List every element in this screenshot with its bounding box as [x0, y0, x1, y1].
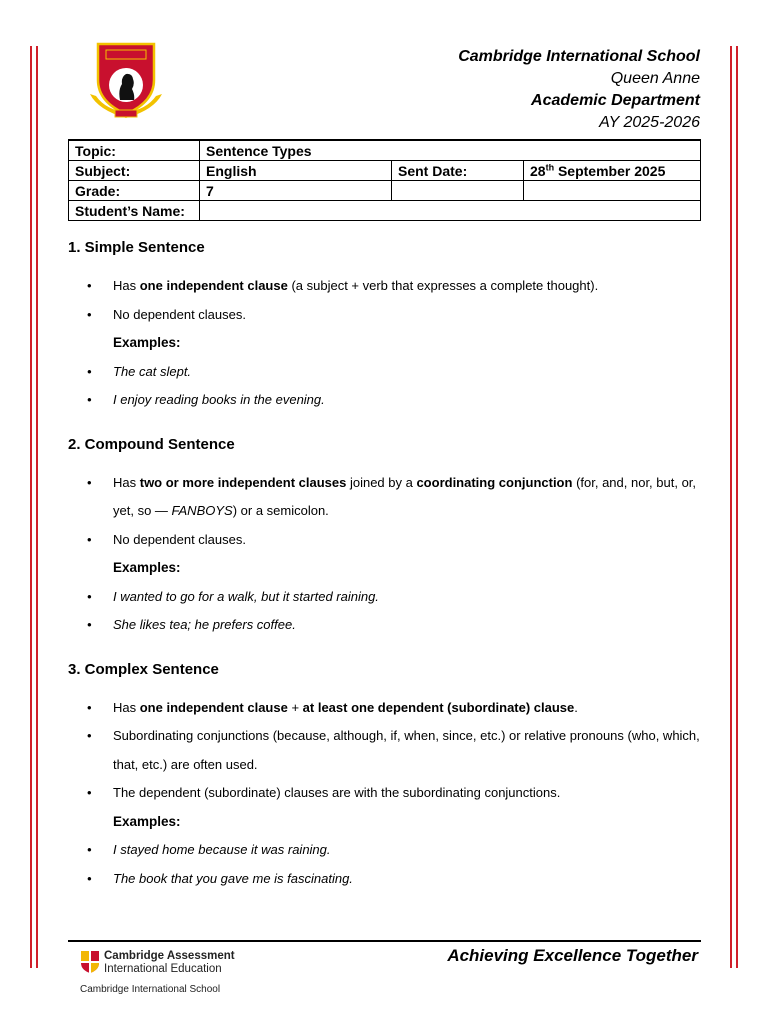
- sent-date-value: [524, 161, 701, 181]
- school-branch: Queen Anne: [610, 70, 700, 87]
- cambridge-shield-icon: [80, 950, 100, 974]
- list-item: • No dependent clauses.: [68, 301, 700, 330]
- empty-cell: [392, 181, 524, 201]
- text-span: ) or a semicolon.: [232, 503, 329, 518]
- list-item: [68, 272, 700, 301]
- text-span: +: [287, 699, 303, 715]
- table-row: [69, 161, 701, 181]
- academic-year: AY 2025-2026: [599, 114, 700, 131]
- cambridge-logo-line2: International Education: [104, 963, 222, 975]
- sent-date-month-year: September 2025: [554, 162, 666, 179]
- footer-school-name: Cambridge International School: [80, 984, 221, 995]
- text-span: (a subject + verb that expresses a complete thought).: [287, 278, 599, 293]
- compound-sentence-list: [68, 469, 700, 640]
- examples-label: Examples:: [113, 335, 181, 350]
- empty-cell: [524, 181, 701, 201]
- text-span: (for, and, nor, but, or, yet, so —: [113, 474, 697, 518]
- example-item: • I stayed home because it was raining.: [68, 836, 700, 865]
- bold-text: one independent clause: [139, 699, 288, 715]
- school-name: Cambridge International School: [458, 48, 700, 65]
- compound-sentence-heading: 2. Compound Sentence: [68, 435, 235, 453]
- school-header: [458, 46, 700, 134]
- right-border-line-inner: [730, 46, 732, 968]
- italic-text: FANBOYS: [171, 503, 233, 518]
- text-span: joined by a: [346, 474, 417, 490]
- list-item: [68, 694, 700, 723]
- student-name-label: Student’s Name:: [69, 201, 200, 221]
- simple-sentence-list: [68, 272, 700, 415]
- complex-sentence-heading: 3. Complex Sentence: [68, 660, 219, 678]
- grade-value: 7: [200, 181, 392, 201]
- list-item: • The dependent (subordinate) clauses are with the subordinating conjunctions.: [68, 779, 700, 808]
- list-item: • No dependent clauses.: [68, 526, 700, 555]
- complex-sentence-list: [68, 694, 700, 894]
- cambridge-assessment-logo: [80, 950, 235, 976]
- table-row: [69, 201, 701, 221]
- examples-label: Examples:: [113, 560, 181, 575]
- footer-divider: [68, 940, 701, 942]
- department-name: Academic Department: [531, 92, 700, 109]
- example-item: • The cat slept.: [68, 358, 700, 387]
- left-border-line-inner: [36, 46, 38, 968]
- sent-date-day: 28: [530, 162, 546, 179]
- sent-date-suffix: th: [545, 161, 555, 172]
- bold-text: two or more independent clauses: [139, 474, 347, 490]
- table-row: [69, 181, 701, 201]
- subject-label: Subject:: [69, 161, 200, 181]
- text-span: .: [574, 699, 578, 715]
- right-border-line-outer: [736, 46, 738, 968]
- worksheet-info-table: [68, 139, 701, 221]
- examples-label: Examples:: [113, 813, 181, 829]
- bold-text: coordinating conjunction: [416, 474, 573, 490]
- example-item: • I wanted to go for a walk, but it started raining.: [68, 583, 700, 612]
- topic-label: Topic:: [69, 140, 200, 161]
- left-border-line-outer: [30, 46, 32, 968]
- school-crest-logo: [88, 40, 164, 122]
- topic-value: Sentence Types: [200, 140, 701, 161]
- table-row: [69, 140, 701, 161]
- example-item: • I enjoy reading books in the evening.: [68, 386, 700, 415]
- worksheet-content: [68, 232, 700, 893]
- cambridge-logo-line1: Cambridge Assessment: [104, 950, 235, 962]
- bold-text: one independent clause: [139, 278, 288, 293]
- list-item: • Subordinating conjunctions (because, although, if, when, since, etc.) or relative pronouns (who, which, that, etc.) are often used.: [68, 722, 700, 779]
- bold-text: at least one dependent (subordinate) clause: [302, 699, 575, 715]
- simple-sentence-heading: 1. Simple Sentence: [68, 239, 205, 256]
- student-name-field[interactable]: [200, 201, 701, 221]
- example-item: • The book that you gave me is fascinating.: [68, 865, 700, 894]
- text-span: Has: [113, 699, 140, 715]
- text-span: Has: [113, 278, 140, 293]
- text-span: Has: [113, 474, 140, 490]
- example-item: • She likes tea; he prefers coffee.: [68, 611, 700, 640]
- footer-tagline: Achieving Excellence Together: [447, 946, 698, 965]
- grade-label: Grade:: [69, 181, 200, 201]
- subject-value: English: [200, 161, 392, 181]
- list-item: [68, 469, 700, 526]
- sent-date-label: Sent Date:: [392, 161, 524, 181]
